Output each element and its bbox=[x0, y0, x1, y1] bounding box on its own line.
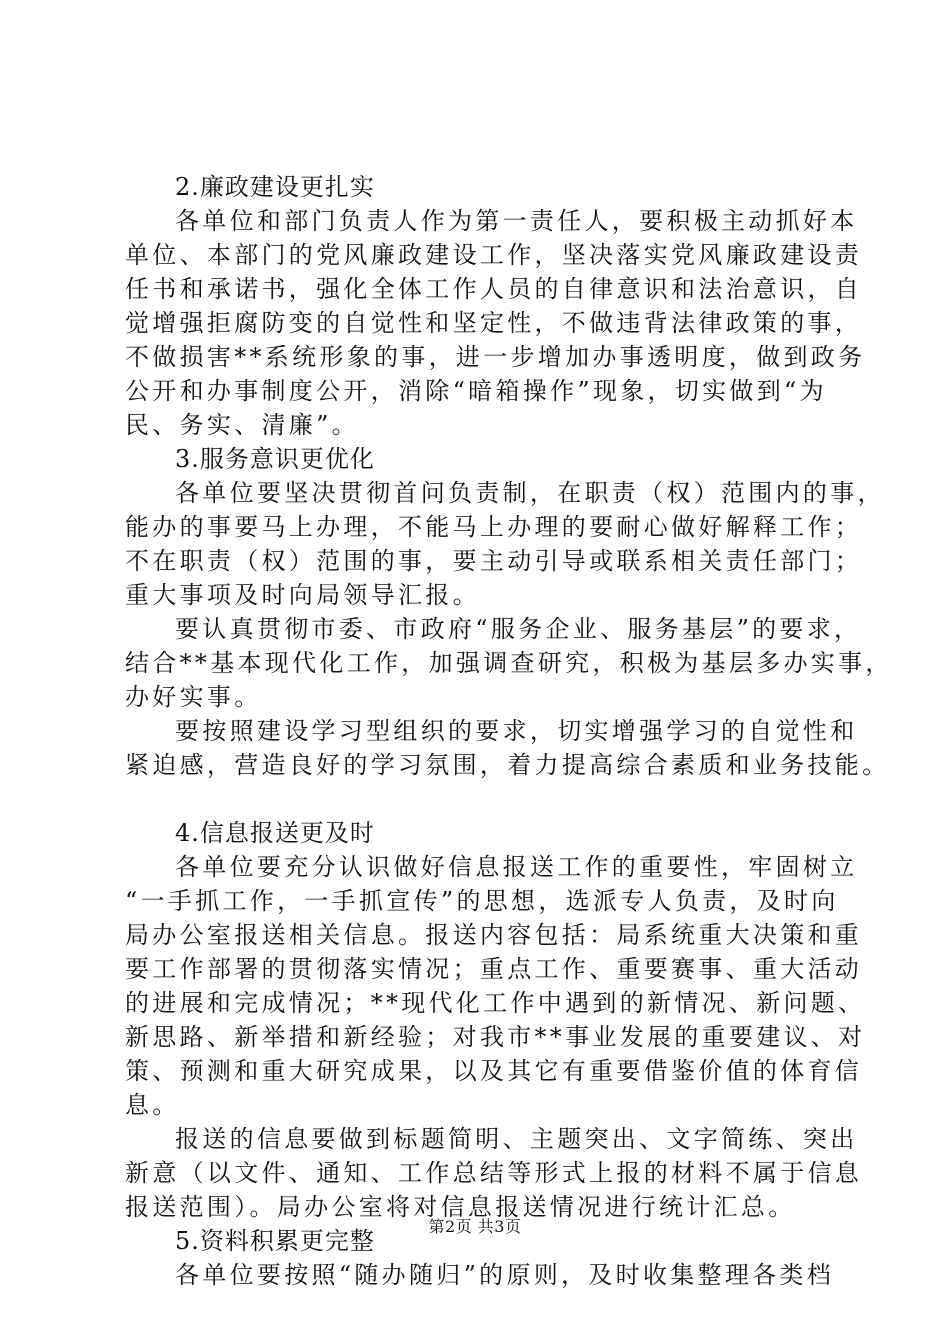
paragraph-line: 办好实事。 bbox=[125, 683, 262, 711]
paragraph-line: 策、预测和重大研究成果，以及其它有重要借鉴价值的体育信 bbox=[125, 1057, 863, 1085]
paragraph-line: 局办公室报送相关信息。报送内容包括：局系统重大决策和重 bbox=[125, 921, 863, 949]
paragraph-line: 结合**基本现代化工作，加强调查研究，积极为基层多办实事， bbox=[125, 649, 893, 677]
paragraph-line: 任书和承诺书，强化全体工作人员的自律意识和法治意识，自 bbox=[125, 275, 863, 303]
paragraph-line: 民、务实、清廉”。 bbox=[125, 411, 359, 439]
paragraph-line: 觉增强拒腐防变的自觉性和坚定性，不做违背法律政策的事， bbox=[125, 309, 863, 337]
paragraph-line: 各单位要充分认识做好信息报送工作的重要性，牢固树立 bbox=[175, 853, 858, 881]
section-heading: 4.信息报送更及时 bbox=[175, 819, 375, 847]
section-heading: 5.资料积累更完整 bbox=[175, 1227, 375, 1255]
paragraph-line: 的进展和完成情况；**现代化工作中遇到的新情况、新问题、 bbox=[125, 989, 866, 1017]
paragraph-line: 要工作部署的贯彻落实情况；重点工作、重要赛事、重大活动 bbox=[125, 955, 863, 983]
paragraph-line: 紧迫感，营造良好的学习氛围，着力提高综合素质和业务技能。 bbox=[125, 751, 890, 779]
paragraph-line: 报送范围）。局办公室将对信息报送情况进行统计汇总。 bbox=[125, 1193, 796, 1221]
blank-line bbox=[125, 782, 845, 816]
paragraph-line: 不做损害**系统形象的事，进一步增加办事透明度，做到政务 bbox=[125, 343, 866, 371]
paragraph-line: 息。 bbox=[125, 1091, 180, 1119]
paragraph-line: 不在职责（权）范围的事，要主动引导或联系相关责任部门； bbox=[125, 547, 863, 575]
paragraph-line: 公开和办事制度公开，消除“暗箱操作”现象，切实做到“为 bbox=[125, 377, 827, 405]
document-body bbox=[125, 170, 893, 1292]
paragraph-line: 能办的事要马上办理，不能马上办理的要耐心做好解释工作； bbox=[125, 513, 863, 541]
paragraph-line: 报送的信息要做到标题简明、主题突出、文字简练、突出 bbox=[175, 1125, 858, 1153]
paragraph-line: “一手抓工作，一手抓宣传”的思想，选派专人负责，及时向 bbox=[125, 887, 839, 915]
paragraph-line: 单位、本部门的党风廉政建设工作，坚决落实党风廉政建设责 bbox=[125, 241, 863, 269]
paragraph-line: 要按照建设学习型组织的要求，切实增强学习的自觉性和 bbox=[175, 717, 858, 745]
section-heading: 3.服务意识更优化 bbox=[175, 445, 375, 473]
section-heading: 2.廉政建设更扎实 bbox=[175, 173, 375, 201]
paragraph-line: 重大事项及时向局领导汇报。 bbox=[125, 581, 480, 609]
page-footer: 第2页 共3页 bbox=[428, 1217, 522, 1236]
paragraph-line: 各单位要按照“随办随归”的原则，及时收集整理各类档 bbox=[175, 1261, 835, 1289]
paragraph-line: 各单位和部门负责人作为第一责任人，要积极主动抓好本 bbox=[175, 207, 858, 235]
paragraph-line: 新意（以文件、通知、工作总结等形式上报的材料不属于信息 bbox=[125, 1159, 863, 1187]
paragraph-line: 新思路、新举措和新经验；对我市**事业发展的重要建议、对 bbox=[125, 1023, 866, 1051]
paragraph-line: 各单位要坚决贯彻首问负责制，在职责（权）范围内的事， bbox=[175, 479, 885, 507]
paragraph-line: 要认真贯彻市委、市政府“服务企业、服务基层”的要求， bbox=[175, 615, 862, 643]
